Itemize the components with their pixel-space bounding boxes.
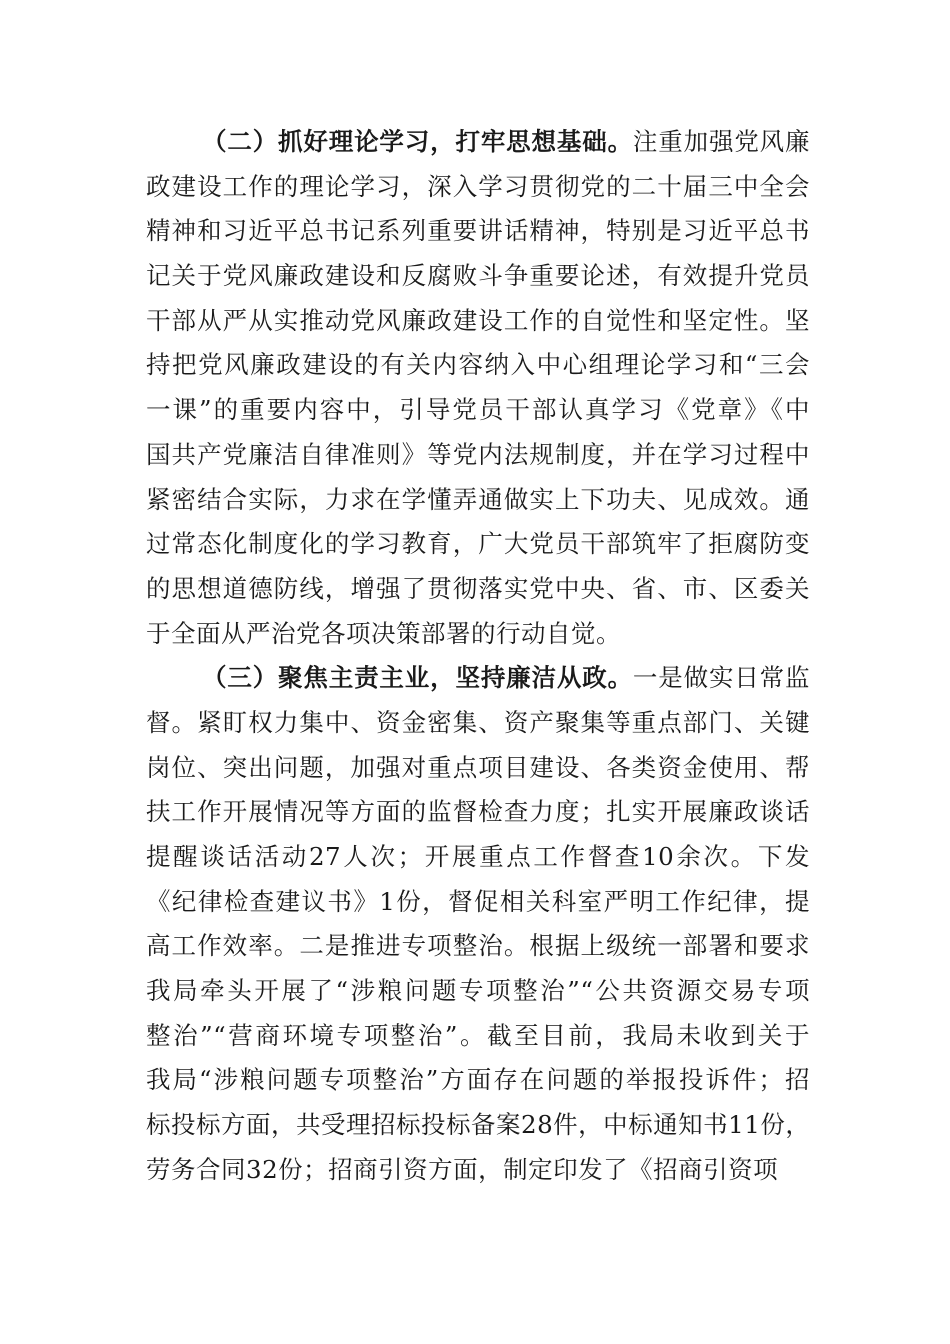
- paragraph-2-line-1: [146, 120, 810, 165]
- paragraph-line: 督。紧盯权力集中、资金密集、资产聚集等重点部门、关键: [146, 707, 810, 737]
- paragraph-text: 一是做实日常监: [632, 663, 811, 693]
- paragraph-line: 提醒谈话活动27人次；开展重点工作督查10余次。下发: [146, 842, 810, 871]
- paragraph-line: 国共产党廉洁自律准则》等党内法规制度，并在学习过程中: [146, 439, 810, 469]
- paragraph-line: 标投标方面，共受理招标投标备案28件，中标通知书11份，: [146, 1110, 811, 1140]
- paragraph-line: 劳务合同32份；招商引资方面，制定印发了《招商引资项: [146, 1154, 779, 1184]
- section-heading-2: （二）抓好理论学习，打牢思想基础。: [202, 127, 633, 156]
- document-body: [146, 120, 810, 1193]
- paragraph-line: 我局牵头开展了“涉粮问题专项整治”“公共资源交易专项: [146, 976, 810, 1006]
- paragraph-line: 记关于党风廉政建设和反腐败斗争重要论述，有效提升党员: [146, 261, 810, 291]
- paragraph-line: 整治”“营商环境专项整治”。截至目前，我局未收到关于: [146, 1020, 810, 1050]
- paragraph-line: 高工作效率。二是推进专项整治。根据上级统一部署和要求: [146, 931, 810, 961]
- section-heading-3: （三）聚焦主责主业，坚持廉洁从政。: [202, 663, 633, 693]
- paragraph-line: 过常态化制度化的学习教育，广大党员干部筑牢了拒腐防变: [146, 529, 810, 559]
- paragraph-line: 扶工作开展情况等方面的监督检查力度；扎实开展廉政谈话: [146, 797, 810, 827]
- paragraph-line: 紧密结合实际，力求在学懂弄通做实上下功夫、见成效。通: [146, 484, 810, 514]
- paragraph-text: 注重加强党风廉: [632, 127, 811, 156]
- paragraph-3-line-1: [146, 656, 810, 701]
- paragraph-line: 持把党风廉政建设的有关内容纳入中心组理论学习和“三会: [146, 350, 810, 380]
- paragraph-line: 干部从严从实推动党风廉政建设工作的自觉性和坚定性。坚: [146, 305, 810, 335]
- paragraph-line: 的思想道德防线，增强了贯彻落实党中央、省、市、区委关: [146, 573, 810, 603]
- paragraph-line: 《纪律检查建议书》1份，督促相关科室严明工作纪律，提: [146, 886, 810, 916]
- paragraph-line: 政建设工作的理论学习，深入学习贯彻党的二十届三中全会: [146, 171, 810, 201]
- paragraph-line: 岗位、突出问题，加强对重点项目建设、各类资金使用、帮: [146, 752, 810, 782]
- paragraph-line: 我局“涉粮问题专项整治”方面存在问题的举报投诉件；招: [146, 1065, 810, 1095]
- paragraph-line: 一课”的重要内容中，引导党员干部认真学习《党章》《中: [146, 395, 810, 425]
- paragraph-line: 精神和习近平总书记系列重要讲话精神，特别是习近平总书: [146, 216, 810, 246]
- paragraph-line: 于全面从严治党各项决策部署的行动自觉。: [146, 618, 621, 648]
